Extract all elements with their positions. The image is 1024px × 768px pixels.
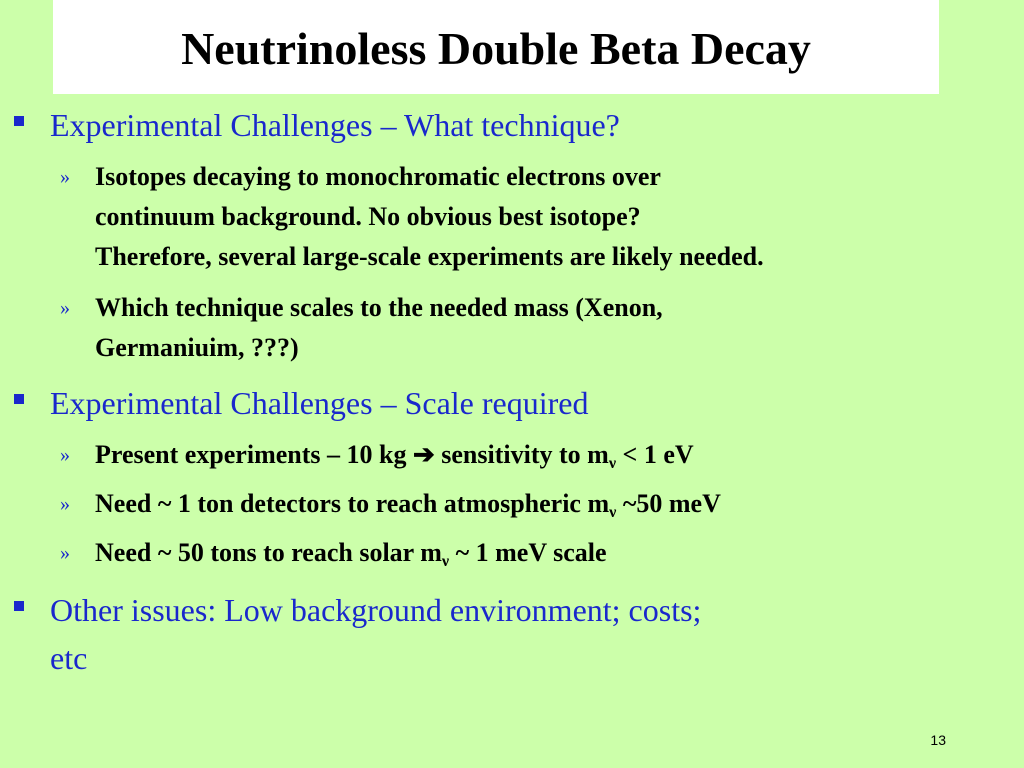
bullet-2-text: Experimental Challenges – Scale required bbox=[50, 385, 589, 421]
subbullet-1-1-line2: continuum background. No obvious best isotope? bbox=[95, 202, 641, 231]
subbullet-2-2 bbox=[60, 484, 985, 524]
double-chevron-icon: » bbox=[60, 542, 70, 564]
page-number: 13 bbox=[930, 732, 946, 748]
subbullet-2-3 bbox=[60, 533, 985, 573]
subbullet-1-1-line3: Therefore, several large-scale experiments are likely needed. bbox=[95, 242, 764, 271]
subbullet-1-1-line1: Isotopes decaying to monochromatic electrons over bbox=[95, 162, 661, 191]
square-bullet-icon bbox=[14, 116, 24, 126]
subbullet-2-2-before: Need ~ 1 ton detectors to reach atmospheric m bbox=[95, 489, 610, 518]
double-chevron-icon: » bbox=[60, 444, 70, 466]
bullet-3-line1: Other issues: Low background environment; costs; bbox=[50, 592, 702, 628]
subbullet-2-1-after: < 1 eV bbox=[616, 440, 694, 469]
bullet-3 bbox=[50, 586, 970, 682]
nu-subscript: ν bbox=[609, 504, 617, 521]
subbullet-2-3-before: Need ~ 50 tons to reach solar m bbox=[95, 538, 442, 567]
subbullet-2-1-middle: sensitivity to m bbox=[434, 440, 609, 469]
double-chevron-icon: » bbox=[60, 166, 70, 188]
nu-subscript: ν bbox=[608, 455, 617, 472]
double-chevron-icon: » bbox=[60, 297, 70, 319]
subbullet-2-1-before: Present experiments – 10 kg bbox=[95, 440, 413, 469]
bullet-1 bbox=[50, 105, 970, 145]
subbullet-2-3-after: ~ 1 meV scale bbox=[449, 538, 607, 567]
square-bullet-icon bbox=[14, 394, 24, 404]
right-arrow-icon: ➔ bbox=[412, 440, 435, 469]
subbullet-1-1 bbox=[60, 157, 985, 277]
square-bullet-icon bbox=[14, 601, 24, 611]
subbullet-1-2-line2: Germaniuim, ???) bbox=[95, 333, 299, 362]
bullet-3-line2: etc bbox=[50, 640, 88, 676]
bullet-1-text: Experimental Challenges – What technique? bbox=[50, 107, 620, 143]
slide-title: Neutrinoless Double Beta Decay bbox=[181, 23, 811, 74]
double-chevron-icon: » bbox=[60, 493, 70, 515]
subbullet-2-1 bbox=[60, 435, 985, 475]
subbullet-2-2-after: ~50 meV bbox=[616, 489, 721, 518]
nu-subscript: ν bbox=[441, 553, 450, 570]
bullet-2 bbox=[50, 383, 970, 423]
subbullet-1-2-line1: Which technique scales to the needed mass (Xenon, bbox=[95, 293, 663, 322]
subbullet-1-2 bbox=[60, 288, 985, 368]
